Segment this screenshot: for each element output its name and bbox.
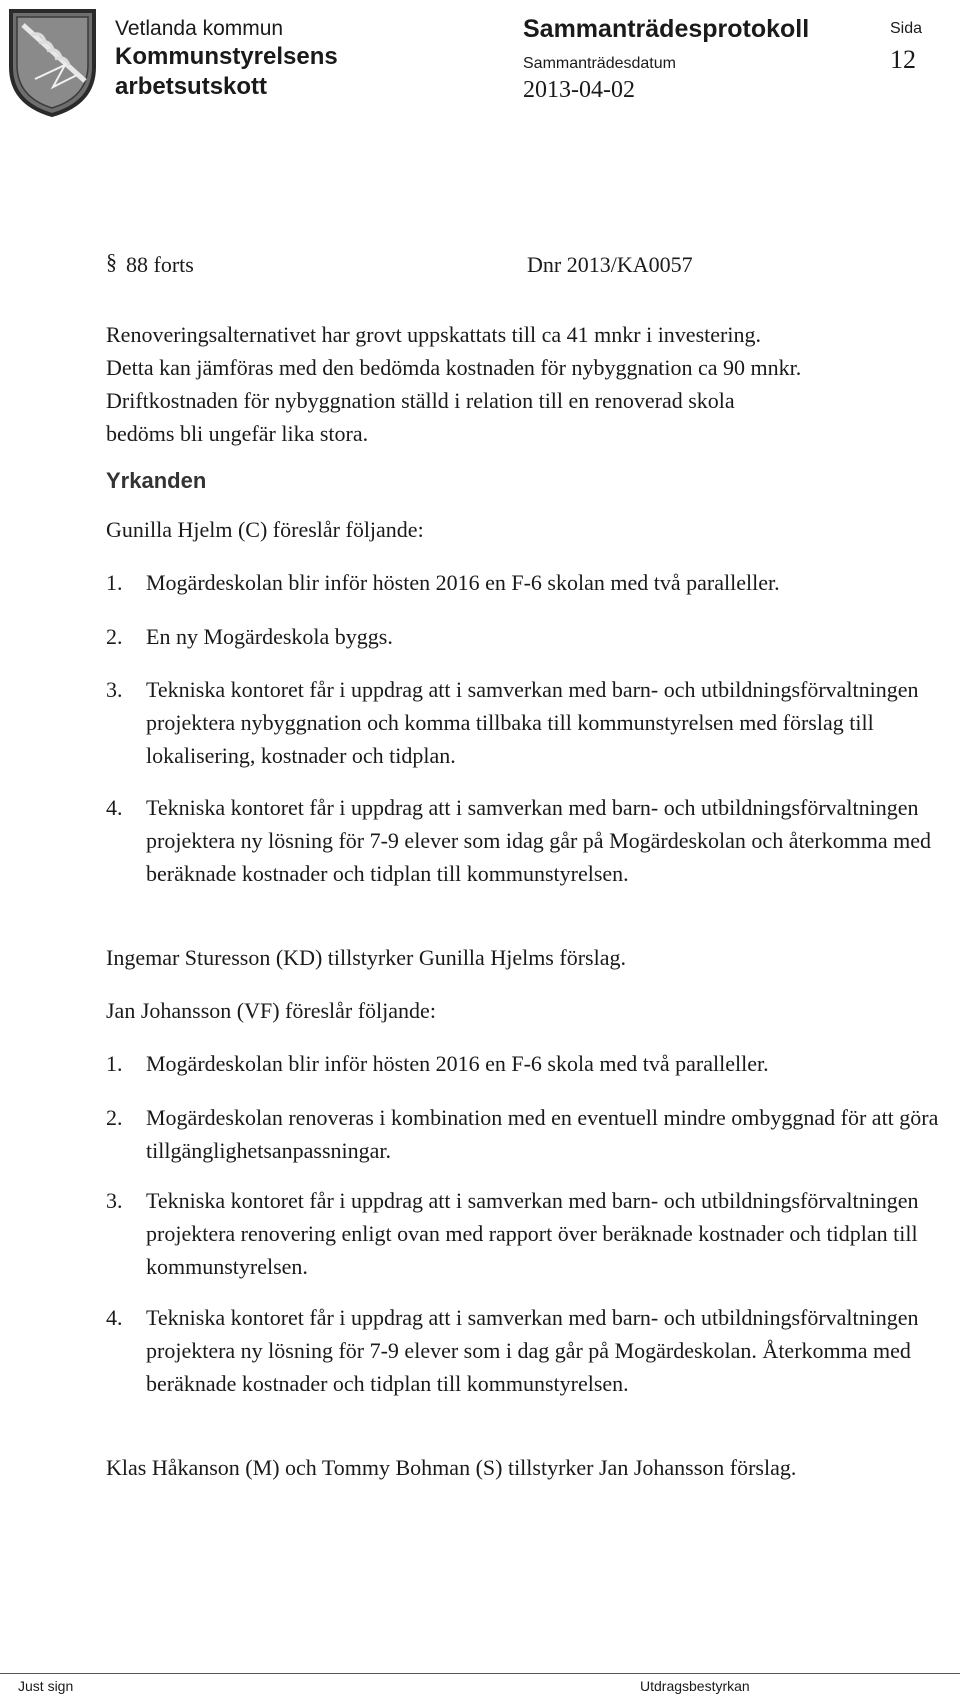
support-statement: Ingemar Sturesson (KD) tillstyrker Gunilla Hjelms förslag. [106,945,626,970]
section-heading: Yrkanden [106,468,207,493]
item-number: 2. [106,624,123,649]
certification-label: Utdragsbestyrkan [640,1678,750,1694]
organization-block [115,15,375,102]
item-number: 4. [106,795,123,820]
item-text: Tekniska kontoret får i uppdrag att i samverkan med barn- och utbildningsförvaltningen projektera ny lösning för 7-9 elever som i dag går på Mogärdeskolan. Återkomma med beräknade kostnader och tidplan till kommunstyrelsen. [146,1305,919,1396]
signature-label: Just sign [18,1678,74,1694]
meeting-date: 2013-04-02 [523,77,635,103]
item-text: Mogärdeskolan blir inför hösten 2016 en F-6 skola med två paralleller. [146,1051,769,1076]
intro-line: bedöms bli ungefär lika stora. [106,421,369,446]
section-reference: 88 forts [126,252,194,277]
item-text: Tekniska kontoret får i uppdrag att i samverkan med barn- och utbildningsförvaltningen projektera nybyggnation och komma tillbaka till kommunstyrelsen med förslag till lokalisering, kostnader och tidplan. [146,677,919,768]
item-text: En ny Mogärdeskola byggs. [146,624,393,649]
proposal-intro: Gunilla Hjelm (C) föreslår följande: [106,517,424,542]
municipality-name: Vetlanda kommun [115,17,284,40]
coat-of-arms-icon [5,5,100,120]
proposal-intro: Jan Johansson (VF) föreslår följande: [106,998,436,1023]
item-number: 4. [106,1305,123,1330]
item-text: Mogärdeskolan blir inför hösten 2016 en F-6 skolan med två paralleller. [146,570,780,595]
item-text: Mogärdeskolan renoveras i kombination med en eventuell mindre ombyggnad för att göra tillgänglighetsanpassningar. [146,1105,939,1163]
item-number: 1. [106,1051,123,1076]
section-mark: § [106,249,117,274]
intro-line: Driftkostnaden för nybyggnation ställd i relation till en renoverad skola [106,388,735,413]
date-label: Sammanträdesdatum [523,55,676,72]
intro-paragraph [106,318,926,450]
item-number: 3. [106,677,123,702]
item-number: 2. [106,1105,123,1130]
document-type: Sammanträdesprotokoll [523,15,810,43]
support-statement: Klas Håkanson (M) och Tommy Bohman (S) tillstyrker Jan Johansson förslag. [106,1455,797,1480]
footer-divider [0,1673,960,1674]
item-number: 1. [106,570,123,595]
item-text: Tekniska kontoret får i uppdrag att i samverkan med barn- och utbildningsförvaltningen projektera ny lösning för 7-9 elever som idag går på Mogärdeskolan och återkomma med beräknade kostnader och tidplan till kommunstyrelsen. [146,795,932,886]
registration-number: Dnr 2013/KA0057 [527,252,693,277]
intro-line: Detta kan jämföras med den bedömda kostnaden för nybyggnation ca 90 mnkr. [106,355,802,380]
item-text: Tekniska kontoret får i uppdrag att i samverkan med barn- och utbildningsförvaltningen projektera renovering enligt ovan med rapport över beräknade kostnader och tidplan till kommunstyrelsen. [146,1188,919,1279]
body-name: Kommunstyrelsens arbetsutskott [115,43,338,100]
page-label: Sida [890,20,923,37]
intro-line: Renoveringsalternativet har grovt uppskattats till ca 41 mnkr i investering. [106,322,761,347]
item-number: 3. [106,1188,123,1213]
page-number: 12 [890,45,916,74]
